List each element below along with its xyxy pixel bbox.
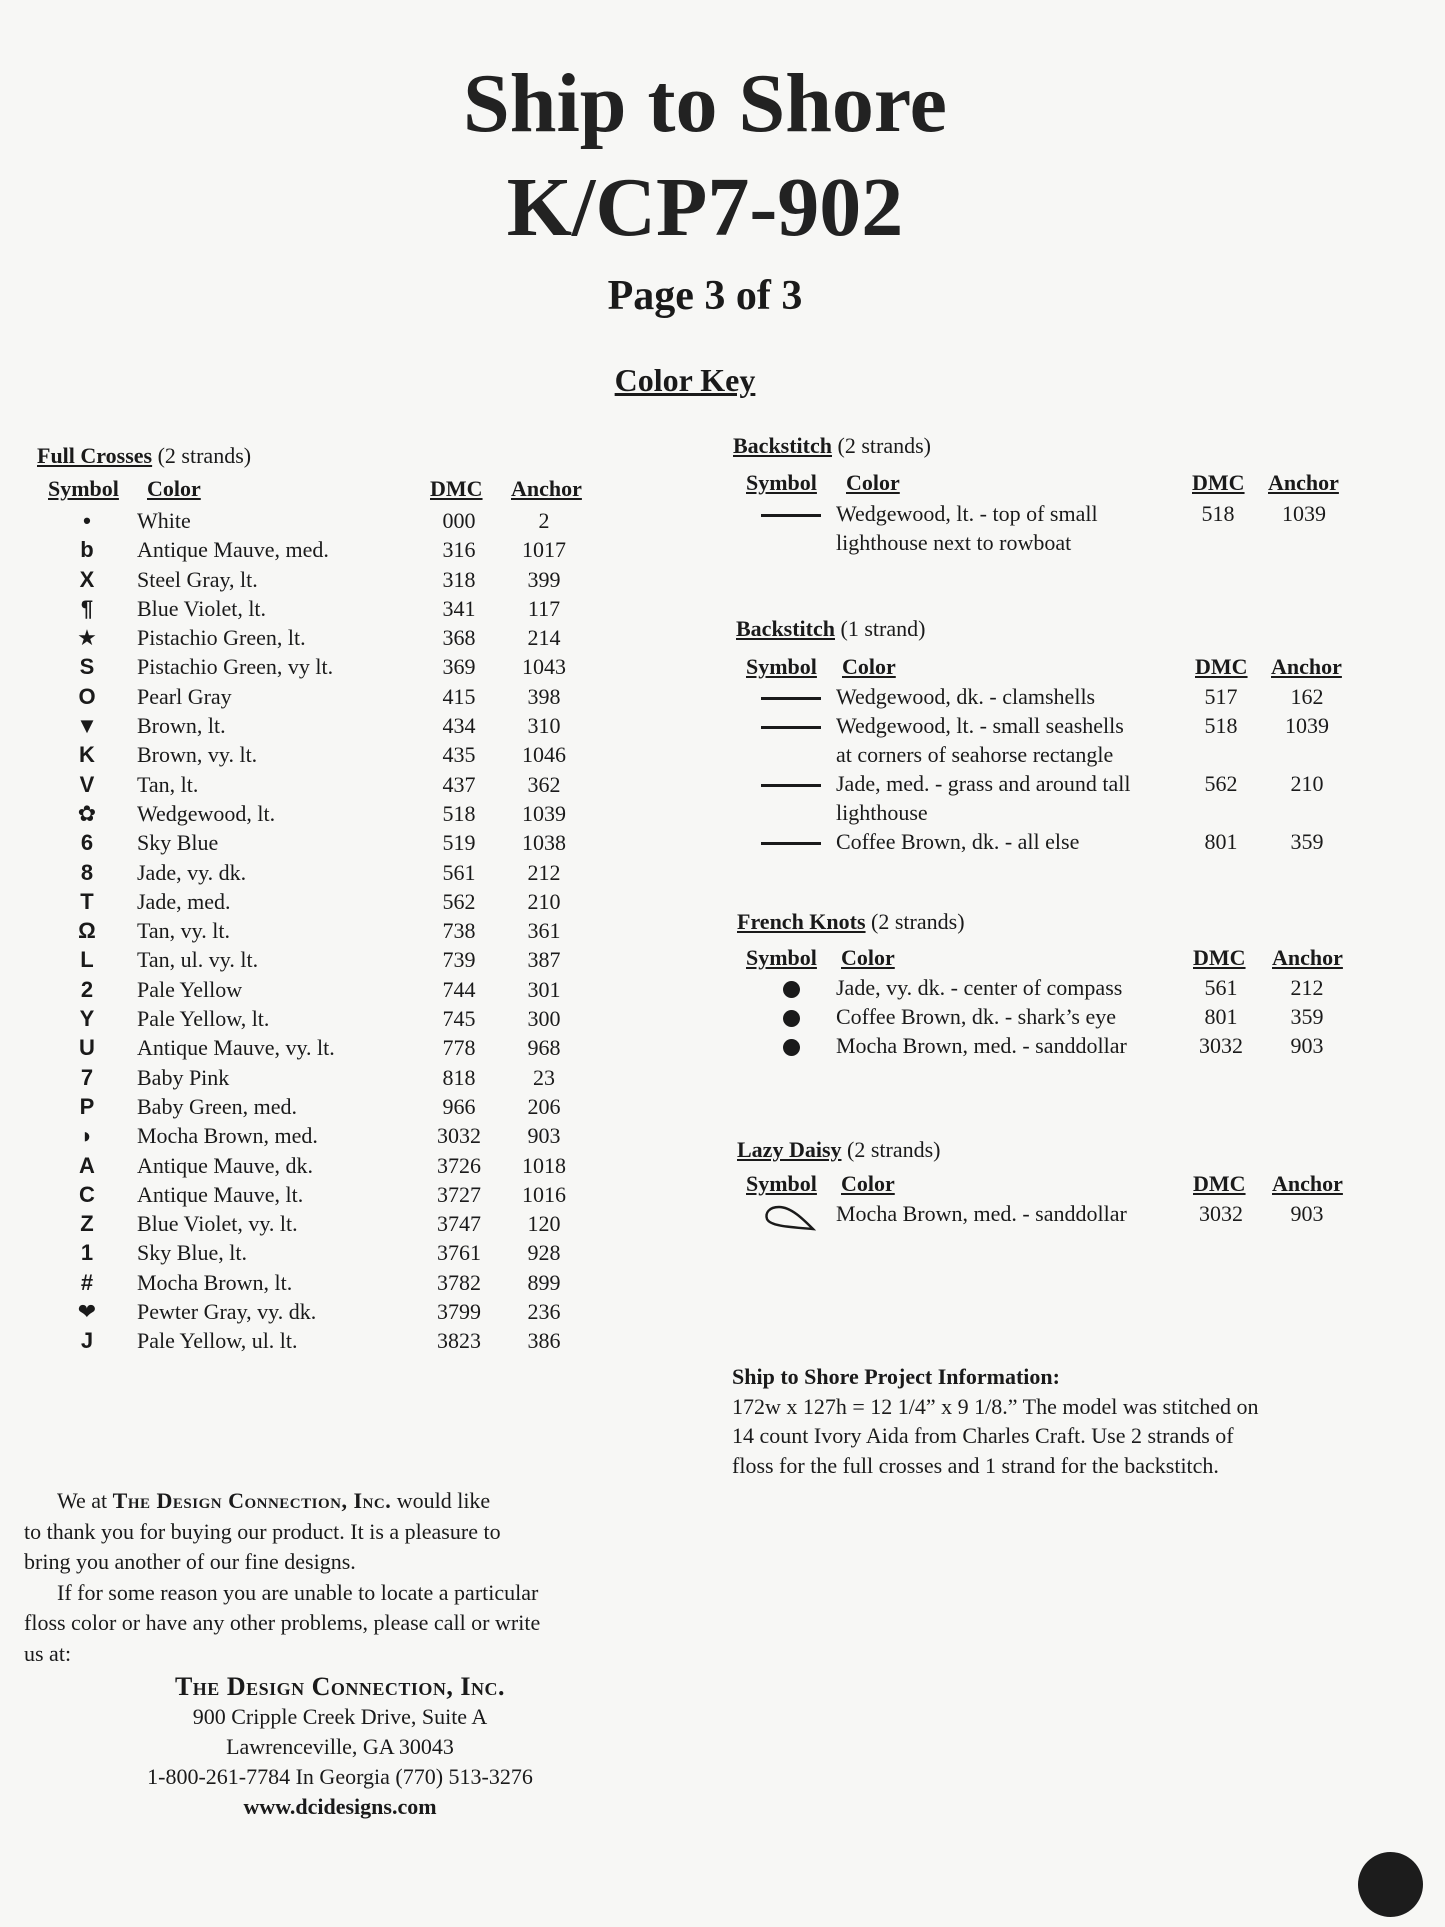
stitch-symbol: ❤: [77, 1299, 97, 1325]
stitch-symbol: U: [79, 1035, 95, 1061]
stitch-symbol: [746, 499, 836, 557]
dmc-number: 966: [442, 1093, 476, 1119]
anchor-number: 1018: [522, 1152, 566, 1178]
stitch-symbol: ◗: [80, 1123, 94, 1149]
backstitch-1-table: [746, 682, 1353, 856]
stitch-symbol: C: [79, 1181, 95, 1207]
table-row: [746, 769, 1353, 827]
color-line: Mocha Brown, med. - sanddollar: [836, 1201, 1127, 1226]
table-row: [37, 770, 589, 799]
table-row: [37, 652, 589, 681]
pattern-title: Ship to Shore: [463, 57, 947, 150]
stitch-symbol: K: [79, 742, 95, 768]
column-anchor: Anchor: [511, 476, 582, 501]
stitch-symbol: #: [80, 1269, 94, 1295]
color-name: [836, 1199, 1181, 1240]
color-key-heading: Color Key: [614, 362, 756, 398]
project-information: [732, 1362, 1382, 1480]
street-address: 900 Cripple Creek Drive, Suite A: [192, 1704, 488, 1729]
table-row: [37, 1180, 589, 1209]
lazy-daisy-loop-icon: [763, 1213, 819, 1238]
color-name: Sky Blue: [137, 830, 219, 856]
color-name: Tan, lt.: [137, 771, 199, 797]
anchor-number: 1017: [522, 537, 566, 563]
anchor-number: 361: [527, 918, 561, 944]
pattern-code: K/CP7-902: [506, 161, 904, 254]
column-anchor: Anchor: [1272, 945, 1343, 970]
color-line: Jade, vy. dk. - center of compass: [836, 975, 1123, 1000]
anchor-number: 386: [527, 1328, 561, 1354]
stitch-symbol: L: [80, 947, 94, 973]
dmc-number: 3782: [437, 1269, 481, 1295]
color-name: White: [137, 508, 191, 533]
stitch-symbol: ¶: [80, 595, 94, 621]
dmc-number: 341: [442, 595, 476, 621]
color-line: Coffee Brown, dk. - all else: [836, 829, 1080, 854]
color-name: Pearl Gray: [137, 683, 232, 709]
project-info-line: 172w x 127h = 12 1/4” x 9 1/8.” The model was stitched on: [732, 1393, 1259, 1419]
table-row: [746, 499, 1350, 557]
color-name: [836, 1002, 1181, 1031]
color-name: Blue Violet, vy. lt.: [137, 1211, 298, 1237]
backstitch-line-icon: [761, 726, 821, 729]
color-name: Pale Yellow, ul. lt.: [137, 1328, 298, 1354]
color-line: at corners of seahorse rectangle: [836, 742, 1114, 767]
color-name: Baby Green, med.: [137, 1093, 298, 1119]
dmc-number: 369: [442, 654, 476, 680]
thanks-line: floss color or have any other problems, please call or write: [24, 1610, 541, 1635]
table-row: [37, 916, 589, 945]
color-name: Pale Yellow: [137, 976, 243, 1002]
section-strands: (2 strands): [847, 1137, 941, 1162]
anchor-number: 310: [527, 713, 561, 739]
dmc-number: 3032: [1199, 1033, 1243, 1058]
anchor-number: 903: [527, 1123, 561, 1149]
color-line: lighthouse: [836, 800, 928, 825]
dmc-number: 739: [442, 947, 476, 973]
dmc-number: 519: [442, 830, 476, 856]
column-symbol: Symbol: [746, 470, 817, 495]
stitch-symbol: P: [79, 1093, 95, 1119]
thanks-line: to thank you for buying our product. It is a pleasure to: [24, 1518, 501, 1544]
stitch-symbol: [746, 1199, 836, 1240]
stitch-symbol: Ω: [78, 918, 96, 944]
stitch-symbol: S: [79, 654, 95, 680]
color-name: Mocha Brown, lt.: [137, 1269, 293, 1295]
table-row: [37, 1063, 589, 1092]
column-anchor: Anchor: [1268, 470, 1339, 495]
anchor-number: 1039: [522, 800, 566, 826]
color-name: Brown, vy. lt.: [137, 742, 258, 768]
stitch-symbol: Y: [79, 1006, 95, 1032]
color-name: [836, 973, 1181, 1002]
color-line: Wedgewood, dk. - clamshells: [836, 684, 1096, 709]
color-line: Wedgewood, lt. - small seashells: [836, 713, 1124, 738]
anchor-number: 300: [527, 1006, 561, 1032]
column-symbol: Symbol: [48, 476, 119, 501]
table-row: [37, 506, 589, 535]
dmc-number: 316: [442, 537, 476, 563]
thanks-line: If for some reason you are unable to locate a particular: [57, 1579, 539, 1605]
color-name: Blue Violet, lt.: [137, 595, 267, 621]
table-row: [37, 711, 589, 740]
table-row: [37, 828, 589, 857]
dmc-number: 3726: [437, 1152, 481, 1178]
anchor-number: 928: [527, 1240, 561, 1266]
anchor-number: 1039: [1285, 713, 1329, 738]
color-name: Pistachio Green, lt.: [137, 625, 306, 651]
dmc-number: 738: [442, 918, 476, 944]
anchor-number: 362: [527, 771, 561, 797]
color-name: Jade, vy. dk.: [137, 859, 247, 885]
stitch-symbol: [746, 682, 836, 711]
column-dmc: DMC: [1192, 470, 1245, 495]
dmc-number: 518: [1204, 713, 1238, 738]
color-name: Baby Pink: [137, 1064, 230, 1090]
french-knot-dot-icon: [783, 981, 800, 998]
color-name: Tan, vy. lt.: [137, 918, 230, 944]
dmc-number: 3727: [437, 1181, 481, 1207]
anchor-number: 359: [1290, 1004, 1324, 1029]
anchor-number: 1046: [522, 742, 566, 768]
project-info-line: 14 count Ivory Aida from Charles Craft. Use 2 strands of: [732, 1423, 1234, 1448]
color-name: Antique Mauve, dk.: [137, 1152, 313, 1178]
color-name: Pale Yellow, lt.: [137, 1006, 270, 1032]
table-row: [37, 682, 589, 711]
dmc-number: 518: [442, 800, 476, 826]
stitch-symbol: •: [83, 508, 91, 533]
stitch-symbol: J: [80, 1328, 94, 1354]
project-info-line: floss for the full crosses and 1 strand for the backstitch.: [732, 1452, 1219, 1478]
anchor-number: 212: [1290, 975, 1324, 1000]
dmc-number: 3747: [437, 1211, 481, 1237]
anchor-number: 212: [527, 859, 561, 885]
color-line: Coffee Brown, dk. - shark’s eye: [836, 1004, 1117, 1029]
color-line: Mocha Brown, med. - sanddollar: [836, 1033, 1127, 1058]
anchor-number: 236: [527, 1299, 561, 1325]
table-row: [37, 1268, 589, 1297]
anchor-number: 968: [527, 1035, 561, 1061]
company-name: The Design Connection, Inc.: [174, 1672, 506, 1701]
column-anchor: Anchor: [1272, 1171, 1343, 1196]
stitch-symbol: A: [79, 1152, 95, 1178]
stitch-symbol: [746, 973, 836, 1002]
anchor-number: 899: [527, 1269, 561, 1295]
table-row: [37, 1326, 589, 1355]
stitch-symbol: T: [80, 888, 94, 914]
anchor-number: 1038: [522, 830, 566, 856]
table-row: [37, 1151, 589, 1180]
address-block: [35, 1672, 645, 1822]
stitch-symbol: [746, 1031, 836, 1060]
backstitch-2-table: [746, 499, 1350, 557]
column-dmc: DMC: [1195, 654, 1248, 679]
anchor-number: 903: [1290, 1201, 1324, 1226]
section-name: Backstitch: [733, 433, 832, 458]
company-name: The Design Connection, Inc.: [112, 1488, 392, 1513]
anchor-number: 117: [527, 595, 561, 621]
color-name: Pewter Gray, vy. dk.: [137, 1299, 317, 1325]
anchor-number: 210: [527, 888, 561, 914]
dmc-number: 778: [442, 1035, 476, 1061]
dmc-number: 561: [1204, 975, 1238, 1000]
dmc-number: 561: [442, 859, 476, 885]
dmc-number: 368: [442, 625, 476, 651]
color-name: [836, 711, 1181, 769]
column-dmc: DMC: [1193, 945, 1246, 970]
color-line: Jade, med. - grass and around tall: [836, 771, 1131, 796]
color-name: Steel Gray, lt.: [137, 566, 258, 592]
color-name: Pistachio Green, vy lt.: [137, 654, 334, 680]
table-row: [746, 1031, 1353, 1060]
dmc-number: 517: [1204, 684, 1238, 709]
french-knot-dot-icon: [783, 1010, 800, 1027]
french-knots-table: [746, 973, 1353, 1060]
table-row: [37, 1209, 589, 1238]
dmc-number: 801: [1204, 1004, 1238, 1029]
dmc-number: 434: [442, 713, 476, 739]
thanks-text: would like: [391, 1488, 491, 1513]
backstitch-line-icon: [761, 784, 821, 787]
color-line: lighthouse next to rowboat: [836, 530, 1072, 555]
table-row: [746, 973, 1353, 1002]
thanks-text: We at: [57, 1488, 113, 1513]
dmc-number: 437: [442, 771, 476, 797]
table-row: [37, 1004, 589, 1033]
color-name: Wedgewood, lt.: [137, 800, 276, 826]
stitch-symbol: Z: [80, 1211, 94, 1237]
color-name: Antique Mauve, vy. lt.: [137, 1035, 335, 1061]
stitch-symbol: [746, 1002, 836, 1031]
color-name: Antique Mauve, lt.: [137, 1181, 304, 1207]
section-strands: (1 strand): [840, 616, 926, 641]
anchor-number: 210: [1290, 771, 1324, 796]
backstitch-1-heading: [736, 616, 925, 642]
table-row: [37, 975, 589, 1004]
stitch-symbol: [746, 769, 836, 827]
stitch-symbol: ★: [77, 625, 97, 651]
stitch-symbol: 1: [80, 1240, 94, 1266]
stitch-symbol: [746, 827, 836, 856]
full-crosses-heading: [37, 443, 251, 469]
punch-hole-mark: [1358, 1852, 1423, 1917]
table-row: [37, 623, 589, 652]
column-color: Color: [842, 654, 896, 679]
section-strands: (2 strands): [157, 443, 252, 468]
backstitch-line-icon: [761, 514, 821, 517]
column-anchor: Anchor: [1271, 654, 1342, 679]
lazy-daisy-heading: [737, 1137, 940, 1163]
city-state-zip: Lawrenceville, GA 30043: [226, 1734, 454, 1759]
color-name: [836, 682, 1181, 711]
table-row: [37, 594, 589, 623]
dmc-number: 3823: [437, 1328, 481, 1354]
french-knots-heading: [737, 909, 965, 935]
stitch-symbol: b: [80, 537, 94, 563]
dmc-number: 744: [442, 976, 476, 1002]
table-row: [37, 1238, 589, 1267]
anchor-number: 23: [533, 1064, 555, 1090]
color-name: [836, 1031, 1181, 1060]
dmc-number: 745: [442, 1006, 476, 1032]
table-row: [746, 1199, 1353, 1240]
anchor-number: 2: [538, 508, 550, 533]
color-name: Tan, ul. vy. lt.: [137, 947, 259, 973]
column-color: Color: [841, 1171, 895, 1196]
anchor-number: 399: [527, 566, 561, 592]
table-row: [37, 535, 589, 564]
dmc-number: 562: [1204, 771, 1238, 796]
dmc-number: 562: [442, 888, 476, 914]
table-row: [746, 827, 1353, 856]
color-name: Mocha Brown, med.: [137, 1123, 318, 1149]
dmc-number: 415: [442, 683, 476, 709]
full-crosses-rows: [37, 506, 589, 1356]
anchor-number: 301: [527, 976, 561, 1002]
anchor-number: 903: [1290, 1033, 1324, 1058]
color-name: [836, 769, 1181, 827]
full-crosses-table: [37, 506, 589, 1356]
color-name: Brown, lt.: [137, 713, 226, 739]
column-color: Color: [846, 470, 900, 495]
dmc-number: 518: [1201, 501, 1235, 526]
stitch-symbol: 2: [80, 976, 94, 1002]
color-name: [836, 827, 1181, 856]
lazy-daisy-table: [746, 1199, 1353, 1240]
thanks-line: bring you another of our fine designs.: [24, 1549, 356, 1574]
stitch-symbol: 7: [80, 1064, 94, 1090]
column-color: Color: [841, 945, 895, 970]
section-name: Lazy Daisy: [737, 1137, 842, 1162]
stitch-symbol: 6: [80, 830, 94, 856]
table-row: [37, 799, 589, 828]
dmc-number: 3032: [437, 1123, 481, 1149]
project-info-heading: Ship to Shore Project Information:: [732, 1364, 1060, 1389]
stitch-symbol: O: [78, 683, 96, 709]
column-symbol: Symbol: [746, 654, 817, 679]
thank-you-note: [24, 1486, 644, 1669]
anchor-number: 1043: [522, 654, 566, 680]
table-row: [37, 1092, 589, 1121]
table-row: [37, 565, 589, 594]
column-color: Color: [147, 476, 201, 501]
stitch-symbol: [746, 711, 836, 769]
color-name: Jade, med.: [137, 888, 231, 914]
table-row: [37, 1033, 589, 1062]
section-name: French Knots: [737, 909, 866, 934]
anchor-number: 1039: [1282, 501, 1326, 526]
page-number: Page 3 of 3: [607, 273, 803, 319]
stitch-symbol: V: [79, 771, 95, 797]
anchor-number: 387: [527, 947, 561, 973]
table-row: [746, 682, 1353, 711]
stitch-symbol: 8: [80, 859, 94, 885]
dmc-number: 818: [442, 1064, 476, 1090]
stitch-symbol: ✿: [77, 800, 97, 826]
color-name: [836, 499, 1178, 557]
dmc-number: 3032: [1199, 1201, 1243, 1226]
anchor-number: 1016: [522, 1181, 566, 1207]
table-row: [37, 1297, 589, 1326]
section-name: Backstitch: [736, 616, 835, 641]
stitch-symbol: X: [79, 566, 95, 592]
column-dmc: DMC: [1193, 1171, 1246, 1196]
anchor-number: 398: [527, 683, 561, 709]
table-row: [37, 945, 589, 974]
backstitch-line-icon: [761, 842, 821, 845]
section-strands: (2 strands): [871, 909, 965, 934]
dmc-number: 3761: [437, 1240, 481, 1266]
column-dmc: DMC: [430, 476, 483, 501]
dmc-number: 435: [442, 742, 476, 768]
dmc-number: 3799: [437, 1299, 481, 1325]
column-symbol: Symbol: [746, 945, 817, 970]
anchor-number: 120: [527, 1211, 561, 1237]
table-row: [37, 740, 589, 769]
table-row: [37, 858, 589, 887]
table-row: [37, 887, 589, 916]
table-row: [37, 1121, 589, 1150]
backstitch-line-icon: [761, 697, 821, 700]
anchor-number: 206: [527, 1093, 561, 1119]
section-strands: (2 strands): [837, 433, 931, 458]
section-name: Full Crosses: [37, 443, 153, 468]
color-name: Antique Mauve, med.: [137, 537, 329, 563]
website-link[interactable]: www.dcidesigns.com: [243, 1794, 437, 1819]
phone-numbers: 1-800-261-7784 In Georgia (770) 513-3276: [147, 1764, 533, 1789]
thanks-line: [24, 1486, 644, 1517]
color-name: Sky Blue, lt.: [137, 1240, 248, 1266]
anchor-number: 162: [1290, 684, 1324, 709]
table-row: [746, 1002, 1353, 1031]
french-knot-dot-icon: [783, 1039, 800, 1056]
color-line: Wedgewood, lt. - top of small: [836, 501, 1098, 526]
dmc-number: 000: [442, 508, 476, 533]
dmc-number: 801: [1204, 829, 1238, 854]
stitch-symbol: ▼: [76, 713, 98, 739]
column-symbol: Symbol: [746, 1171, 817, 1196]
dmc-number: 318: [442, 566, 476, 592]
anchor-number: 214: [527, 625, 561, 651]
backstitch-2-heading: [733, 433, 931, 459]
anchor-number: 359: [1290, 829, 1324, 854]
table-row: [746, 711, 1353, 769]
thanks-line: us at:: [24, 1640, 72, 1666]
